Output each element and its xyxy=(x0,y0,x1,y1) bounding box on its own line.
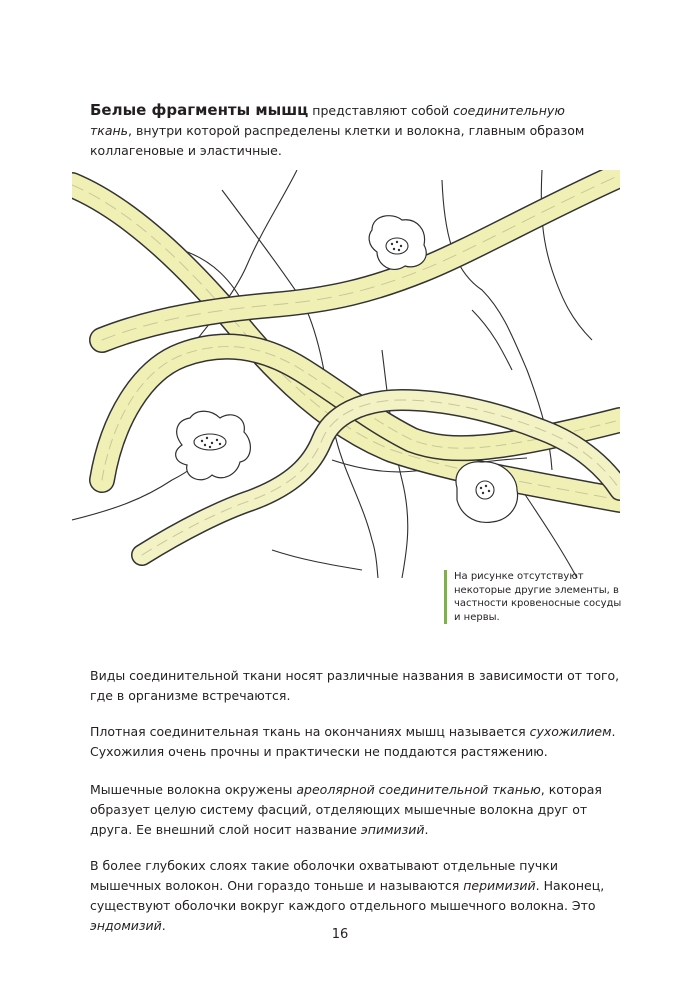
cell-nucleus xyxy=(386,238,408,254)
collagen-bundles xyxy=(72,175,620,555)
paragraph-term: перимизий xyxy=(463,878,536,893)
intro-lead-heading: Белые фрагменты мышц xyxy=(90,101,309,119)
paragraph-text: В более глубоких слоях такие оболочки охватывают отдельные пучки мышечных волокон. Они гораздо тоньше и называются xyxy=(90,858,558,893)
intro-paragraph xyxy=(90,100,610,161)
paragraph-text: . xyxy=(161,918,166,933)
collagen-bundle xyxy=(72,185,620,500)
paragraph-tendon xyxy=(90,722,620,762)
paragraph-text: Плотная соединительная ткань на окончаниях мышц называется xyxy=(90,724,530,739)
paragraph-text: Мышечные волокна окружены xyxy=(90,782,297,797)
connective-tissue-illustration xyxy=(72,170,620,578)
intro-text: , внутри которой распределены клетки и волокна, главным образом коллагеновые и эластичные. xyxy=(90,123,585,158)
page-number: 16 xyxy=(331,927,349,942)
intro-text: представляют собой xyxy=(308,103,454,118)
paragraph-term: ареолярной соединительной тканью xyxy=(296,782,541,797)
fibroblast-cell-right xyxy=(456,462,518,523)
paragraph-text: . Наконец, существуют оболочки вокруг каждого отдельного мышечного волокна. Это xyxy=(90,878,605,913)
paragraph-text: , которая образует целую систему фасций, отделяющих мышечные волокна друг от друга. Ее внешний слой носит название xyxy=(90,782,602,837)
cell-nucleus xyxy=(476,481,494,499)
paragraph-term: эндомизий xyxy=(90,918,162,933)
paragraph-perimysium xyxy=(90,856,620,936)
paragraph-term: эпимизий xyxy=(360,822,425,837)
elastic-fiber xyxy=(272,550,362,570)
paragraph-term: сухожилием xyxy=(529,724,612,739)
intro-term: соединительную ткань xyxy=(90,103,565,138)
paragraph-types: Виды соединительной ткани носят различные названия в зависимости от того, где в организме встречаются. xyxy=(90,668,620,703)
figure-caption: На рисунке отсутствуют некоторые другие элементы, в частности кровеносные сосуды и нервы. xyxy=(444,570,624,624)
elastic-fiber xyxy=(472,310,512,370)
paragraph-text: . xyxy=(424,822,429,837)
macrophage-cell-left xyxy=(176,411,251,480)
paragraph-text: . Сухожилия очень прочны и практически не поддаются растяжению. xyxy=(90,724,616,759)
paragraph-epimysium xyxy=(90,780,620,840)
fibroblast-cell-upper xyxy=(369,216,426,270)
